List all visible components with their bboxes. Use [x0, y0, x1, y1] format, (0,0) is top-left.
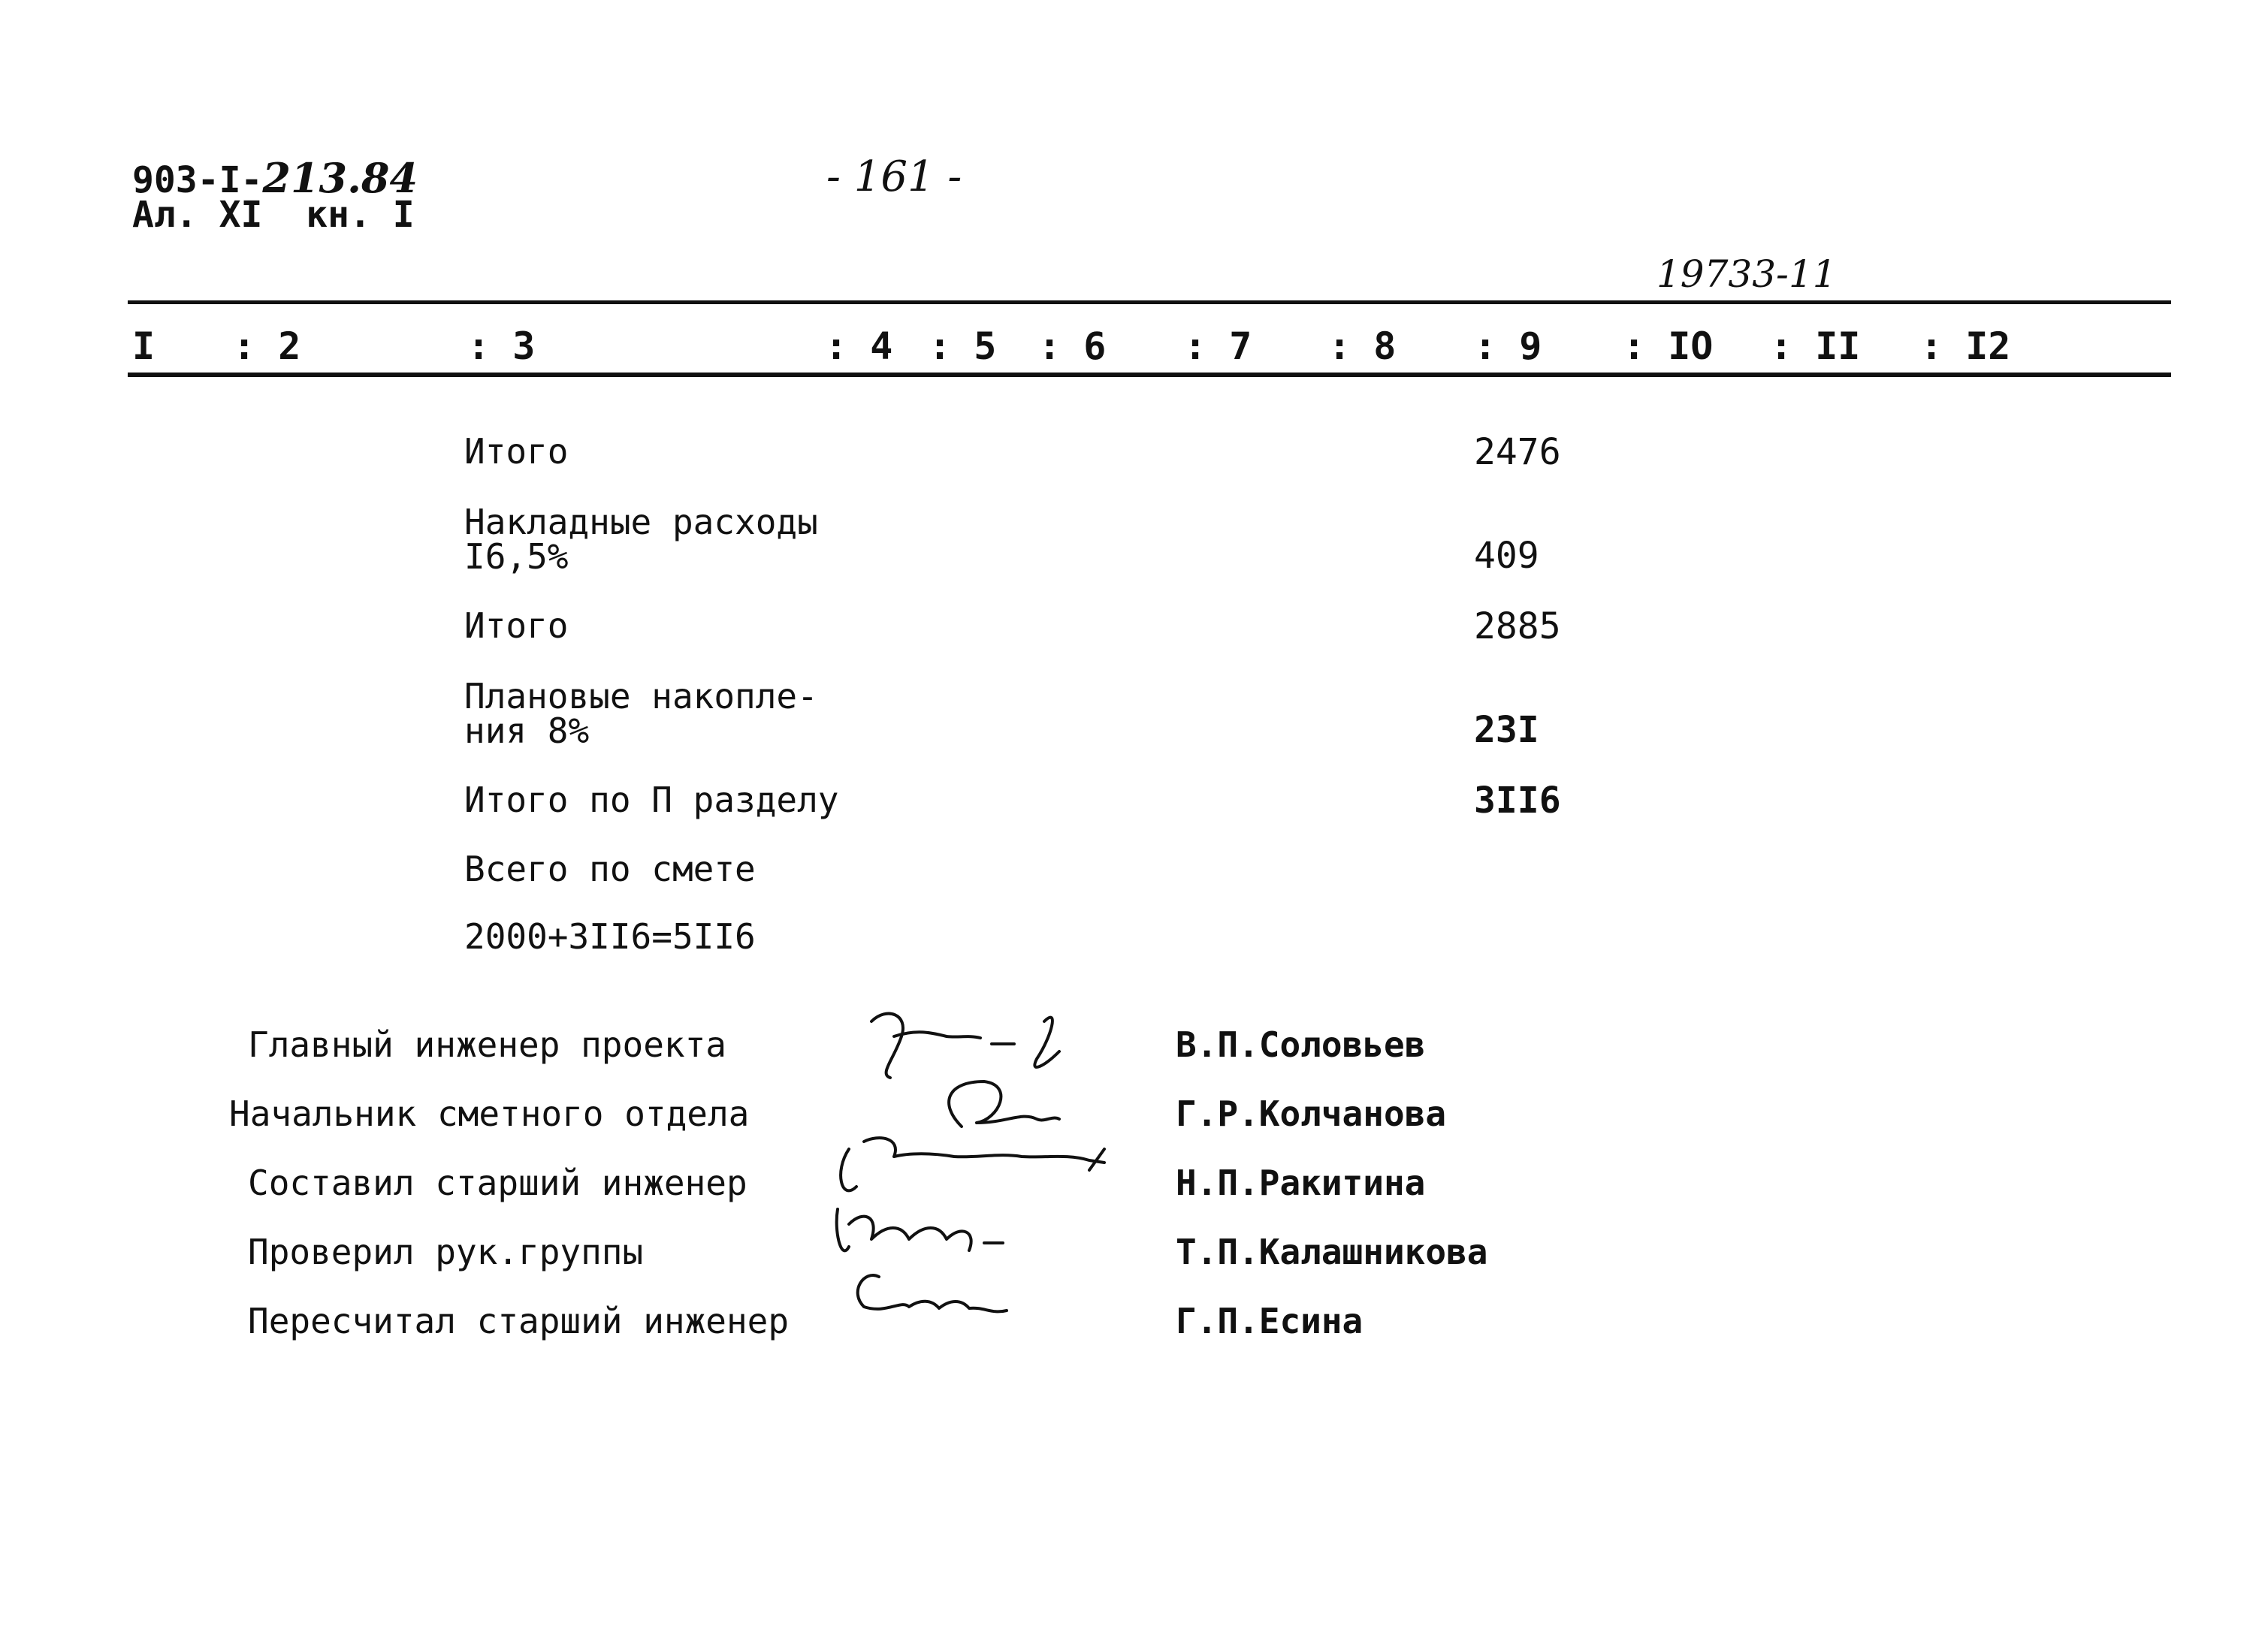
signature-name: Н.П.Ракитина	[1176, 1163, 1426, 1203]
column-header-2: : 2	[233, 324, 301, 368]
row-label: Всего по смете	[464, 849, 756, 889]
row-value: 2476	[1474, 431, 1561, 473]
column-header-6: : 6	[1038, 324, 1107, 368]
document-code-prefix: 903-I-	[132, 159, 263, 201]
row-label: Итого	[464, 605, 569, 646]
column-header-3: : 3	[467, 324, 536, 368]
archive-number: 19733-11	[1656, 252, 1837, 296]
row-label: Накладные расходы I6,5%	[464, 502, 818, 577]
document-code-handwritten: 213.84	[262, 154, 418, 202]
document-code	[132, 154, 418, 202]
signature-title: Составил старший инженер	[248, 1163, 747, 1203]
handwritten-signatures	[819, 991, 1194, 1367]
signature-name: Т.П.Калашникова	[1176, 1232, 1488, 1272]
signature-mark	[841, 1138, 1104, 1190]
row-value: 409	[1474, 535, 1539, 577]
page-number: - 161 -	[826, 152, 962, 201]
column-header-1: I	[132, 324, 156, 368]
signature-name: Г.П.Есина	[1176, 1301, 1364, 1341]
table-top-rule	[128, 300, 2171, 304]
column-header-9: : 9	[1474, 324, 1542, 368]
signature-mark	[858, 1275, 1007, 1311]
signature-name: В.П.Соловьев	[1176, 1024, 1426, 1065]
row-label: Плановые накопле- ния 8%	[464, 676, 818, 751]
column-header-4: : 4	[825, 324, 893, 368]
row-label: 2000+3II6=5II6	[464, 916, 756, 957]
column-header-5: : 5	[929, 324, 997, 368]
table-header-bottom-rule	[128, 373, 2171, 377]
row-label: Итого	[464, 431, 569, 472]
row-value: 23I	[1474, 709, 1539, 751]
column-header-7: : 7	[1184, 324, 1252, 368]
column-header-12: : I2	[1920, 324, 2011, 368]
signature-title: Пересчитал старший инженер	[248, 1301, 790, 1341]
signature-name: Г.Р.Колчанова	[1176, 1093, 1447, 1134]
signature-title: Главный инженер проекта	[248, 1024, 726, 1065]
signature-title: Начальник сметного отдела	[229, 1093, 750, 1134]
row-value: 3II6	[1474, 780, 1561, 822]
column-header-10: : IO	[1623, 324, 1714, 368]
column-header-8: : 8	[1328, 324, 1397, 368]
row-label: Итого по П разделу	[464, 780, 839, 820]
signature-mark	[837, 1209, 1003, 1250]
album-reference: Ал. XI кн. I	[132, 194, 415, 236]
signature-mark	[949, 1081, 1059, 1127]
signature-title: Проверил рук.группы	[248, 1232, 644, 1272]
signature-mark	[871, 1014, 1059, 1078]
row-value: 2885	[1474, 605, 1561, 647]
column-header-11: : II	[1770, 324, 1861, 368]
